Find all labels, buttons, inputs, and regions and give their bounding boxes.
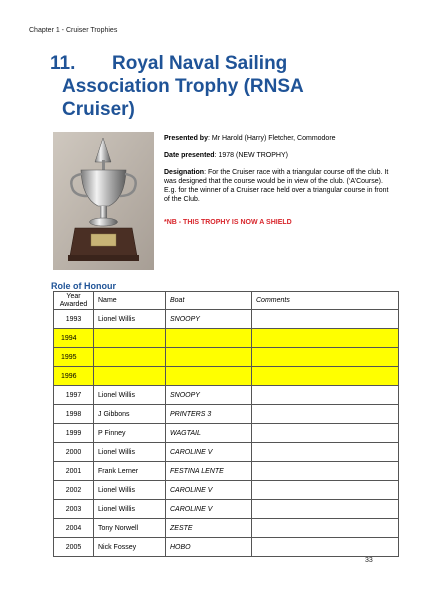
cell-name: P Finney — [94, 424, 166, 443]
table-row — [54, 329, 399, 348]
table-row — [54, 500, 399, 519]
cell-boat: ZESTE — [166, 519, 252, 538]
cell-boat: WAGTAIL — [166, 424, 252, 443]
cell-name: Frank Lerner — [94, 462, 166, 481]
cell-year: 2005 — [54, 538, 94, 557]
cell-comments — [252, 481, 399, 500]
cell-comments — [252, 500, 399, 519]
cell-name: Lionel Willis — [94, 481, 166, 500]
col-boat-header: Boat — [166, 292, 252, 310]
trophy-image — [53, 132, 154, 270]
title-text-1: Royal Naval Sailing — [112, 53, 288, 74]
col-comments-header: Comments — [252, 292, 399, 310]
cell-name — [94, 367, 166, 386]
cell-year: 2001 — [54, 462, 94, 481]
role-of-honour-table — [53, 291, 399, 557]
title-line-3: Cruiser) — [62, 99, 135, 120]
cell-boat: FESTINA LENTE — [166, 462, 252, 481]
presented-by: Presented by: Mr Harold (Harry) Fletcher, Commodore — [164, 135, 336, 142]
table-body — [54, 310, 399, 557]
page-number: 33 — [365, 557, 373, 564]
cell-boat: PRINTERS 3 — [166, 405, 252, 424]
table-row — [54, 405, 399, 424]
table-header-row — [54, 292, 399, 310]
title-line-1 — [50, 52, 370, 75]
role-of-honour-title: Role of Honour — [51, 281, 116, 291]
cell-comments — [252, 519, 399, 538]
cell-boat — [166, 367, 252, 386]
cell-boat: CAROLINE V — [166, 481, 252, 500]
table-row — [54, 519, 399, 538]
cell-name: J Gibbons — [94, 405, 166, 424]
table-row — [54, 310, 399, 329]
cell-year: 2003 — [54, 500, 94, 519]
cell-year: 1995 — [54, 348, 94, 367]
cell-year: 1997 — [54, 386, 94, 405]
cell-name: Lionel Willis — [94, 443, 166, 462]
chapter-header: Chapter 1 - Cruiser Trophies — [29, 27, 118, 34]
cell-comments — [252, 329, 399, 348]
cell-boat: CAROLINE V — [166, 443, 252, 462]
page-title — [50, 52, 370, 121]
cell-comments — [252, 405, 399, 424]
cell-year: 1993 — [54, 310, 94, 329]
table-row — [54, 462, 399, 481]
cell-year: 2002 — [54, 481, 94, 500]
table-row — [54, 481, 399, 500]
cell-boat — [166, 348, 252, 367]
cell-boat: HOBO — [166, 538, 252, 557]
col-year-header: Year Awarded — [54, 292, 94, 310]
designation: Designation: For the Cruiser race with a triangular course off the club. It was designed that the course would be in view of the club. (‘A’Course). E.g. for the winner of a Cruiser race held over a triangular course in front of the Club. — [164, 169, 389, 203]
cell-comments — [252, 348, 399, 367]
cell-name — [94, 348, 166, 367]
cell-comments — [252, 310, 399, 329]
cell-boat: SNOOPY — [166, 386, 252, 405]
cell-year: 1999 — [54, 424, 94, 443]
cell-name — [94, 329, 166, 348]
cell-name: Tony Norwell — [94, 519, 166, 538]
cell-comments — [252, 386, 399, 405]
cell-comments — [252, 462, 399, 481]
table-row — [54, 443, 399, 462]
date-presented: Date presented: 1978 (NEW TROPHY) — [164, 152, 288, 159]
table-row — [54, 348, 399, 367]
trophy-details — [164, 134, 394, 235]
cell-boat — [166, 329, 252, 348]
table-row — [54, 367, 399, 386]
cell-comments — [252, 367, 399, 386]
cell-comments — [252, 424, 399, 443]
cell-name: Lionel Willis — [94, 500, 166, 519]
cell-year: 1998 — [54, 405, 94, 424]
cell-year: 1994 — [54, 329, 94, 348]
cell-comments — [252, 443, 399, 462]
table-row — [54, 538, 399, 557]
cell-year: 2000 — [54, 443, 94, 462]
cell-boat: CAROLINE V — [166, 500, 252, 519]
table-row — [54, 424, 399, 443]
shield-note: *NB - THIS TROPHY IS NOW A SHIELD — [164, 219, 292, 226]
cell-boat: SNOOPY — [166, 310, 252, 329]
col-name-header: Name — [94, 292, 166, 310]
cell-comments — [252, 538, 399, 557]
cell-year: 2004 — [54, 519, 94, 538]
table-row — [54, 386, 399, 405]
cell-year: 1996 — [54, 367, 94, 386]
cell-name: Lionel Willis — [94, 310, 166, 329]
cell-name: Lionel Willis — [94, 386, 166, 405]
section-number: 11. — [50, 53, 76, 74]
trophy-photo — [53, 132, 154, 270]
title-line-2: Association Trophy (RNSA — [62, 76, 304, 97]
cell-name: Nick Fossey — [94, 538, 166, 557]
